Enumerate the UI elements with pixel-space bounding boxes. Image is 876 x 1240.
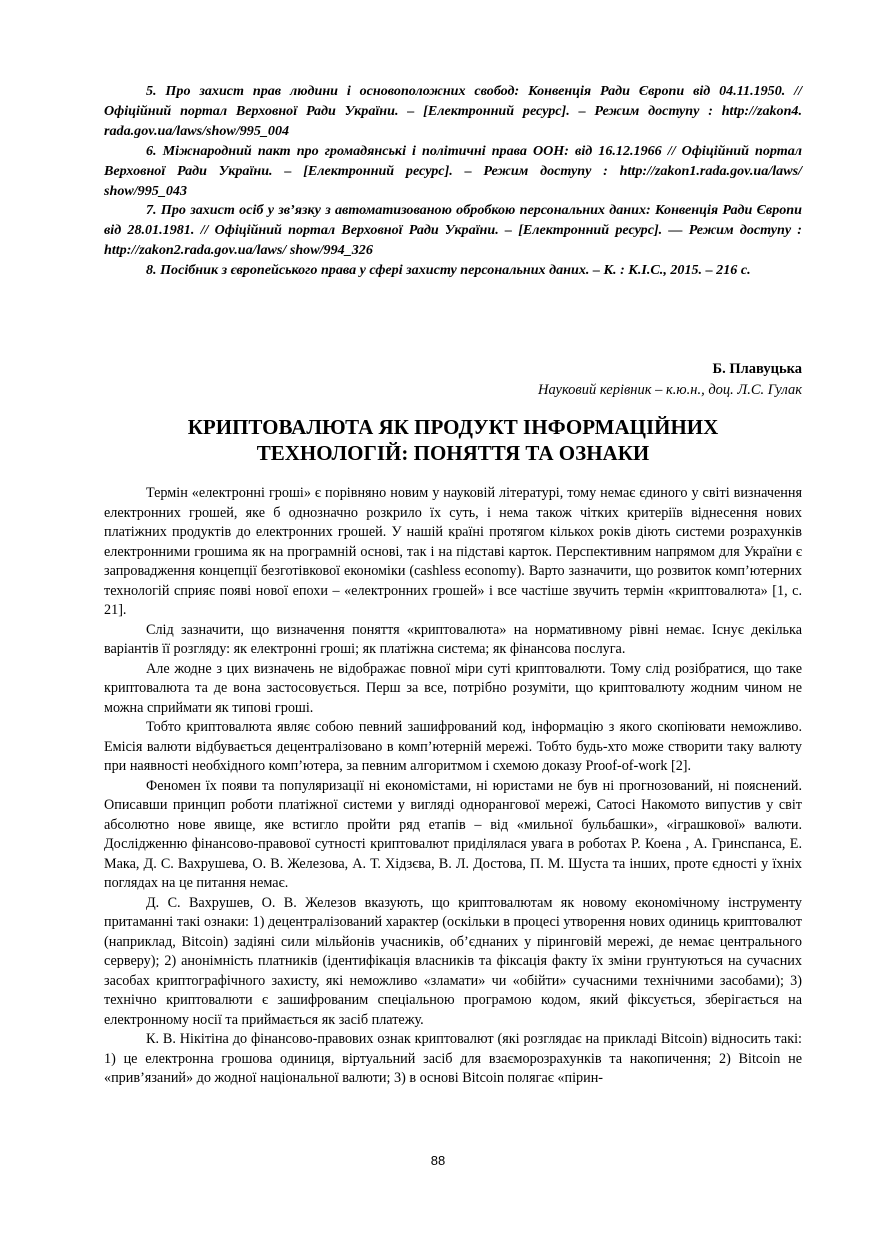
body-paragraph: Але жодне з цих визначень не відображає повної міри суті криптовалюти. Тому слід розібратися, що таке криптовалюта та де вона застосовується. Перш за все, потрібно розуміти, що криптовалюту жодним чином не можна сприймати як типові гроші. bbox=[104, 660, 802, 716]
body-paragraph: Д. С. Вахрушев, О. В. Железов вказують, що криптовалютам як новому економічному інструменту притаманні такі ознаки: 1) децентралізований характер (оскільки в процесі утворення нових одиниць криптовалют (наприклад, Bitcoin) задіяні сили мільйонів учасників, об’єднаних у пiринговiй мережі, де немає центрального серверу); 2) анонімність платників (ідентифікація власників та фіксація факту їх зміни грунтуються на сучасних засобах криптографічного захисту, які неможливо «зламати» чи «обійти» сучасними технічними засобами); 3) технічно криптовалюти є зашифрованим спеціальною програмою кодом, який фіксується, зберігається на електронному носії та приймається як засіб платежу. bbox=[104, 894, 802, 1028]
author-block bbox=[538, 359, 802, 401]
body-paragraph: Термін «електронні гроші» є порівняно новим у науковій літературі, тому немає єдиного у світі визначення електронних грошей, яке б однозначно розкрило їх суть, і нема також чітких критеріїв віднесення нових платіжних продуктів до електронних грошей. У нашій країні протягом кількох років діють системи розрахунків електронними грошима як на програмній основі, так і на підставі карток. Перспективним напрямом для України є запровадження концепції безготівкової економіки (cashless economy). Варто зазначити, що розвиток комп’ютерних технологій сприяє появі нової епохи – «електронних грошей» і все частіше звучить термін «криптовалюта» [1, с. 21]. bbox=[104, 485, 802, 618]
reference-item-5: 5. Про захист прав людини і основоположних свобод: Конвенція Ради Європи від 04.11.1950. // Офіційний портал Верховної Ради України. – [Електронний ресурс]. – Режим доступу : http://zakon4. rada.gov.ua/laws/show/995_004 bbox=[104, 83, 802, 139]
page-number: 88 bbox=[430, 1153, 446, 1168]
reference-item-6: 6. Міжнародний пакт про громадянські і політичні права ООН: від 16.12.1966 // Офіційний портал Верховної Ради України. – [Електронний ресурс]. – Режим доступу : http://zakon1.rada.gov.ua/laws/ show/995_043 bbox=[104, 142, 802, 199]
article-title-line-2: ТЕХНОЛОГІЙ: ПОНЯТТЯ ТА ОЗНАКИ bbox=[256, 441, 650, 465]
body-paragraph: Слід зазначити, що визначення поняття «криптовалюта» на нормативному рівні немає. Існує декілька варіантів її розгляду: як електронні гроші; як платіжна система; як фінансова послуга. bbox=[104, 621, 802, 657]
article-body bbox=[104, 484, 802, 1089]
reference-item-8: 8. Посібник з європейського права у сфері захисту персональних даних. – К. : К.І.С., 2015. – 216 с. bbox=[146, 262, 751, 279]
author-name: Б. Плавуцька bbox=[712, 361, 802, 377]
body-paragraph: К. В. Нікітіна до фінансово-правових ознак криптовалют (які розглядає на прикладі Bitcoin) відносить такі: 1) це електронна грошова одиниця, віртуальний засіб для взаєморозрахунків та накопичення; 2) Bitcoin не «прив’язаний» до жодної національної валюти; 3) в основі Bitcoin полягає «пірин- bbox=[104, 1031, 802, 1086]
reference-list bbox=[104, 82, 802, 281]
reference-item-7: 7. Про захист осіб у зв’язку з автоматизованою обробкою персональних даних: Конвенція Ради Європи від 28.01.1981. // Офіційний портал Верховної Ради України. – [Електронний ресурс]. — Режим доступу : http://zakon2.rada.gov.ua/laws/ show/994_326 bbox=[104, 202, 802, 259]
article-title-line-1: КРИПТОВАЛЮТА ЯК ПРОДУКТ ІНФОРМАЦІЙНИХ bbox=[187, 415, 719, 439]
article-title bbox=[104, 414, 802, 466]
body-paragraph: Тобто криптовалюта являє собою певний зашифрований код, інформацію з якого скопіювати неможливо. Емісія валюти відбувається децентралізовано в комп’ютерній мережі. Тобто будь-хто може створити таку валюту при наявності необхідного комп’ютера, за певним алгоритмом і схемою доказу Proof-of-work [2]. bbox=[104, 719, 802, 774]
body-paragraph: Феномен їх появи та популяризації ні економістами, ні юристами не був ні прогнозований, ні пояснений. Описавши принцип роботи платіжної системи у вигляді однорангової мережі, Сатосі Накомото випустив у світ абсолютно нове явище, яке встигло пройти ряд етапів – від «мильної бульбашки», «іграшкової» валюти. Дослідженню фінансово-правової сутності криптовалют приділялася увага в роботах Р. Коена , А. Гринспанса, Е. Мака, Д. С. Вахрушева, О. В. Железова, А. Т. Хідзєва, В. Л. Достова, П. М. Шуста та інших, проте єдності у їхніх поглядах на це питання немає. bbox=[104, 777, 802, 891]
supervisor-line: Науковий керівник – к.ю.н., доц. Л.С. Гулак bbox=[537, 382, 802, 398]
